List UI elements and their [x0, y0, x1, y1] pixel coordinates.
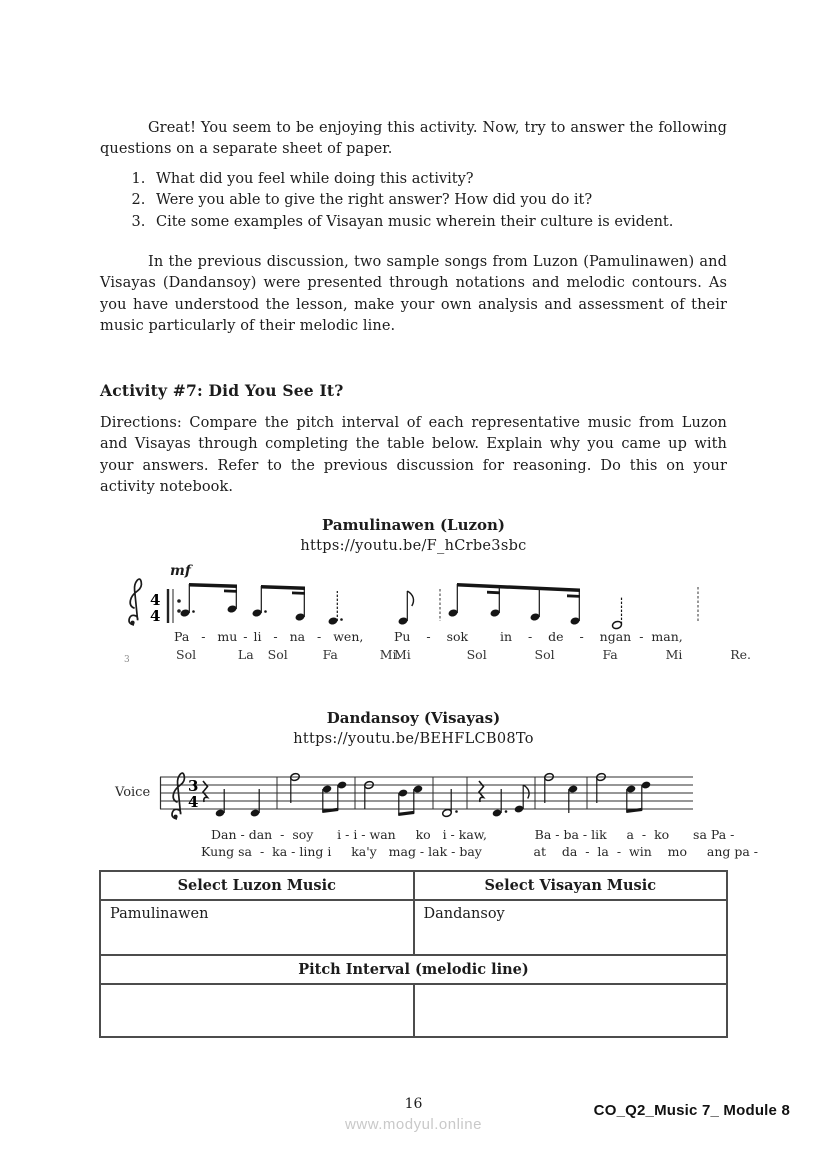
- pamulinawen-notation: [110, 563, 752, 668]
- svg-text:4: 4: [188, 793, 199, 811]
- directions-paragraph: Directions: Compare the pitch interval of each representative music from Luzon and Visayas through completing the table below. Explain why you came up with your answers. Refer to the previous discussion for reasoning. Do this on your activity notebook.: [100, 415, 727, 495]
- questions-list: [126, 169, 736, 233]
- dynamic-marking-mf: mf: [170, 563, 191, 579]
- discussion-paragraph: In the previous discussion, two sample songs from Luzon (Pamulinawen) and Visayas (Dandansoy) were presented through notations and melodic contours. As you have understood the lesson, make your own analysis and assessment of their music particularly of their melodic line.: [100, 254, 727, 334]
- question-item-1: 1. What did you feel while doing this activity?: [150, 169, 736, 190]
- pamulinawen-staff-svg: [110, 575, 720, 635]
- dandansoy-lyrics-1: Dan - dan - soy i - i - wan ko i - kaw, Ba - ba - lik a - ko sa Pa -: [211, 827, 735, 842]
- treble-clef-icon: [129, 579, 141, 625]
- measure-4: [442, 777, 467, 817]
- quarter-rest-icon: [203, 781, 208, 802]
- time-signature: [150, 591, 160, 625]
- dandansoy-lyrics-2: Kung sa - ka - ling i ka'y mag - lak - bay at da - la - win mo ang pa -: [201, 844, 759, 859]
- notes-phrase-1: [180, 583, 343, 626]
- page-number: 16: [404, 1096, 423, 1112]
- repeat-sign-icon: [168, 589, 181, 623]
- treble-clef-icon: [172, 773, 184, 819]
- luzon-header-cell: Select Luzon Music: [100, 871, 414, 900]
- module-code: CO_Q2_Music 7_ Module 8: [593, 1102, 790, 1119]
- notes-phrase-2: [398, 583, 698, 630]
- visayan-answer-cell: [414, 984, 728, 1037]
- activity-heading: Activity #7: Did You See It?: [100, 381, 344, 400]
- pamulinawen-url: https://youtu.be/F_hCrbe3sbc: [300, 538, 527, 554]
- dandansoy-url: https://youtu.be/BEHFLCB08To: [293, 731, 534, 747]
- table-header-row: [100, 871, 727, 900]
- svg-text:3: 3: [188, 777, 199, 795]
- dandansoy-title: Dandansoy (Visayas): [326, 709, 501, 727]
- table-values-row: [100, 900, 727, 955]
- luzon-value-cell: Pamulinawen: [100, 900, 414, 955]
- pamulinawen-lyrics-1: Pa - mu - li - na - wen,: [174, 629, 364, 644]
- quarter-rest-icon: [479, 781, 484, 802]
- measure-5: [479, 777, 535, 817]
- table-answer-row: [100, 984, 727, 1037]
- visayan-value-cell: Dandansoy: [414, 900, 728, 955]
- pitch-interval-header-cell: Pitch Interval (melodic line): [100, 955, 727, 984]
- dandansoy-notation: [115, 765, 759, 859]
- pamulinawen-title: Pamulinawen (Luzon): [321, 516, 506, 534]
- pamulinawen-lyrics-2: Pu - sok in - de - ngan - man,: [394, 629, 683, 644]
- pamulinawen-solfege-2: Mi Sol Sol Fa Mi Re.: [394, 647, 752, 662]
- visayan-header-cell: Select Visayan Music: [414, 871, 728, 900]
- measure-1: [203, 777, 277, 817]
- table-span-header-row: [100, 955, 727, 984]
- intro-paragraph: Great! You seem to be enjoying this activity. Now, try to answer the following questions on a separate sheet of paper.: [100, 120, 727, 158]
- luzon-answer-cell: [100, 984, 414, 1037]
- voice-staff-label: Voice: [115, 785, 151, 800]
- svg-text:4: 4: [150, 607, 161, 625]
- svg-text:4: 4: [150, 591, 161, 609]
- question-item-3: 3. Cite some examples of Visayan music wherein their culture is evident.: [150, 212, 736, 233]
- question-item-2: 2. Were you able to give the right answer? How did you do it?: [150, 190, 736, 211]
- pamulinawen-solfege-1: Sol La Sol Fa Mi.: [176, 647, 401, 662]
- measure-3: [364, 777, 433, 816]
- time-signature: [188, 777, 198, 811]
- margin-mark: 3: [124, 655, 130, 665]
- staff-lines: [160, 777, 693, 809]
- watermark: www.modyul.online: [345, 1116, 482, 1133]
- dandansoy-staff-svg: [115, 765, 715, 827]
- pitch-interval-table: [99, 870, 728, 1038]
